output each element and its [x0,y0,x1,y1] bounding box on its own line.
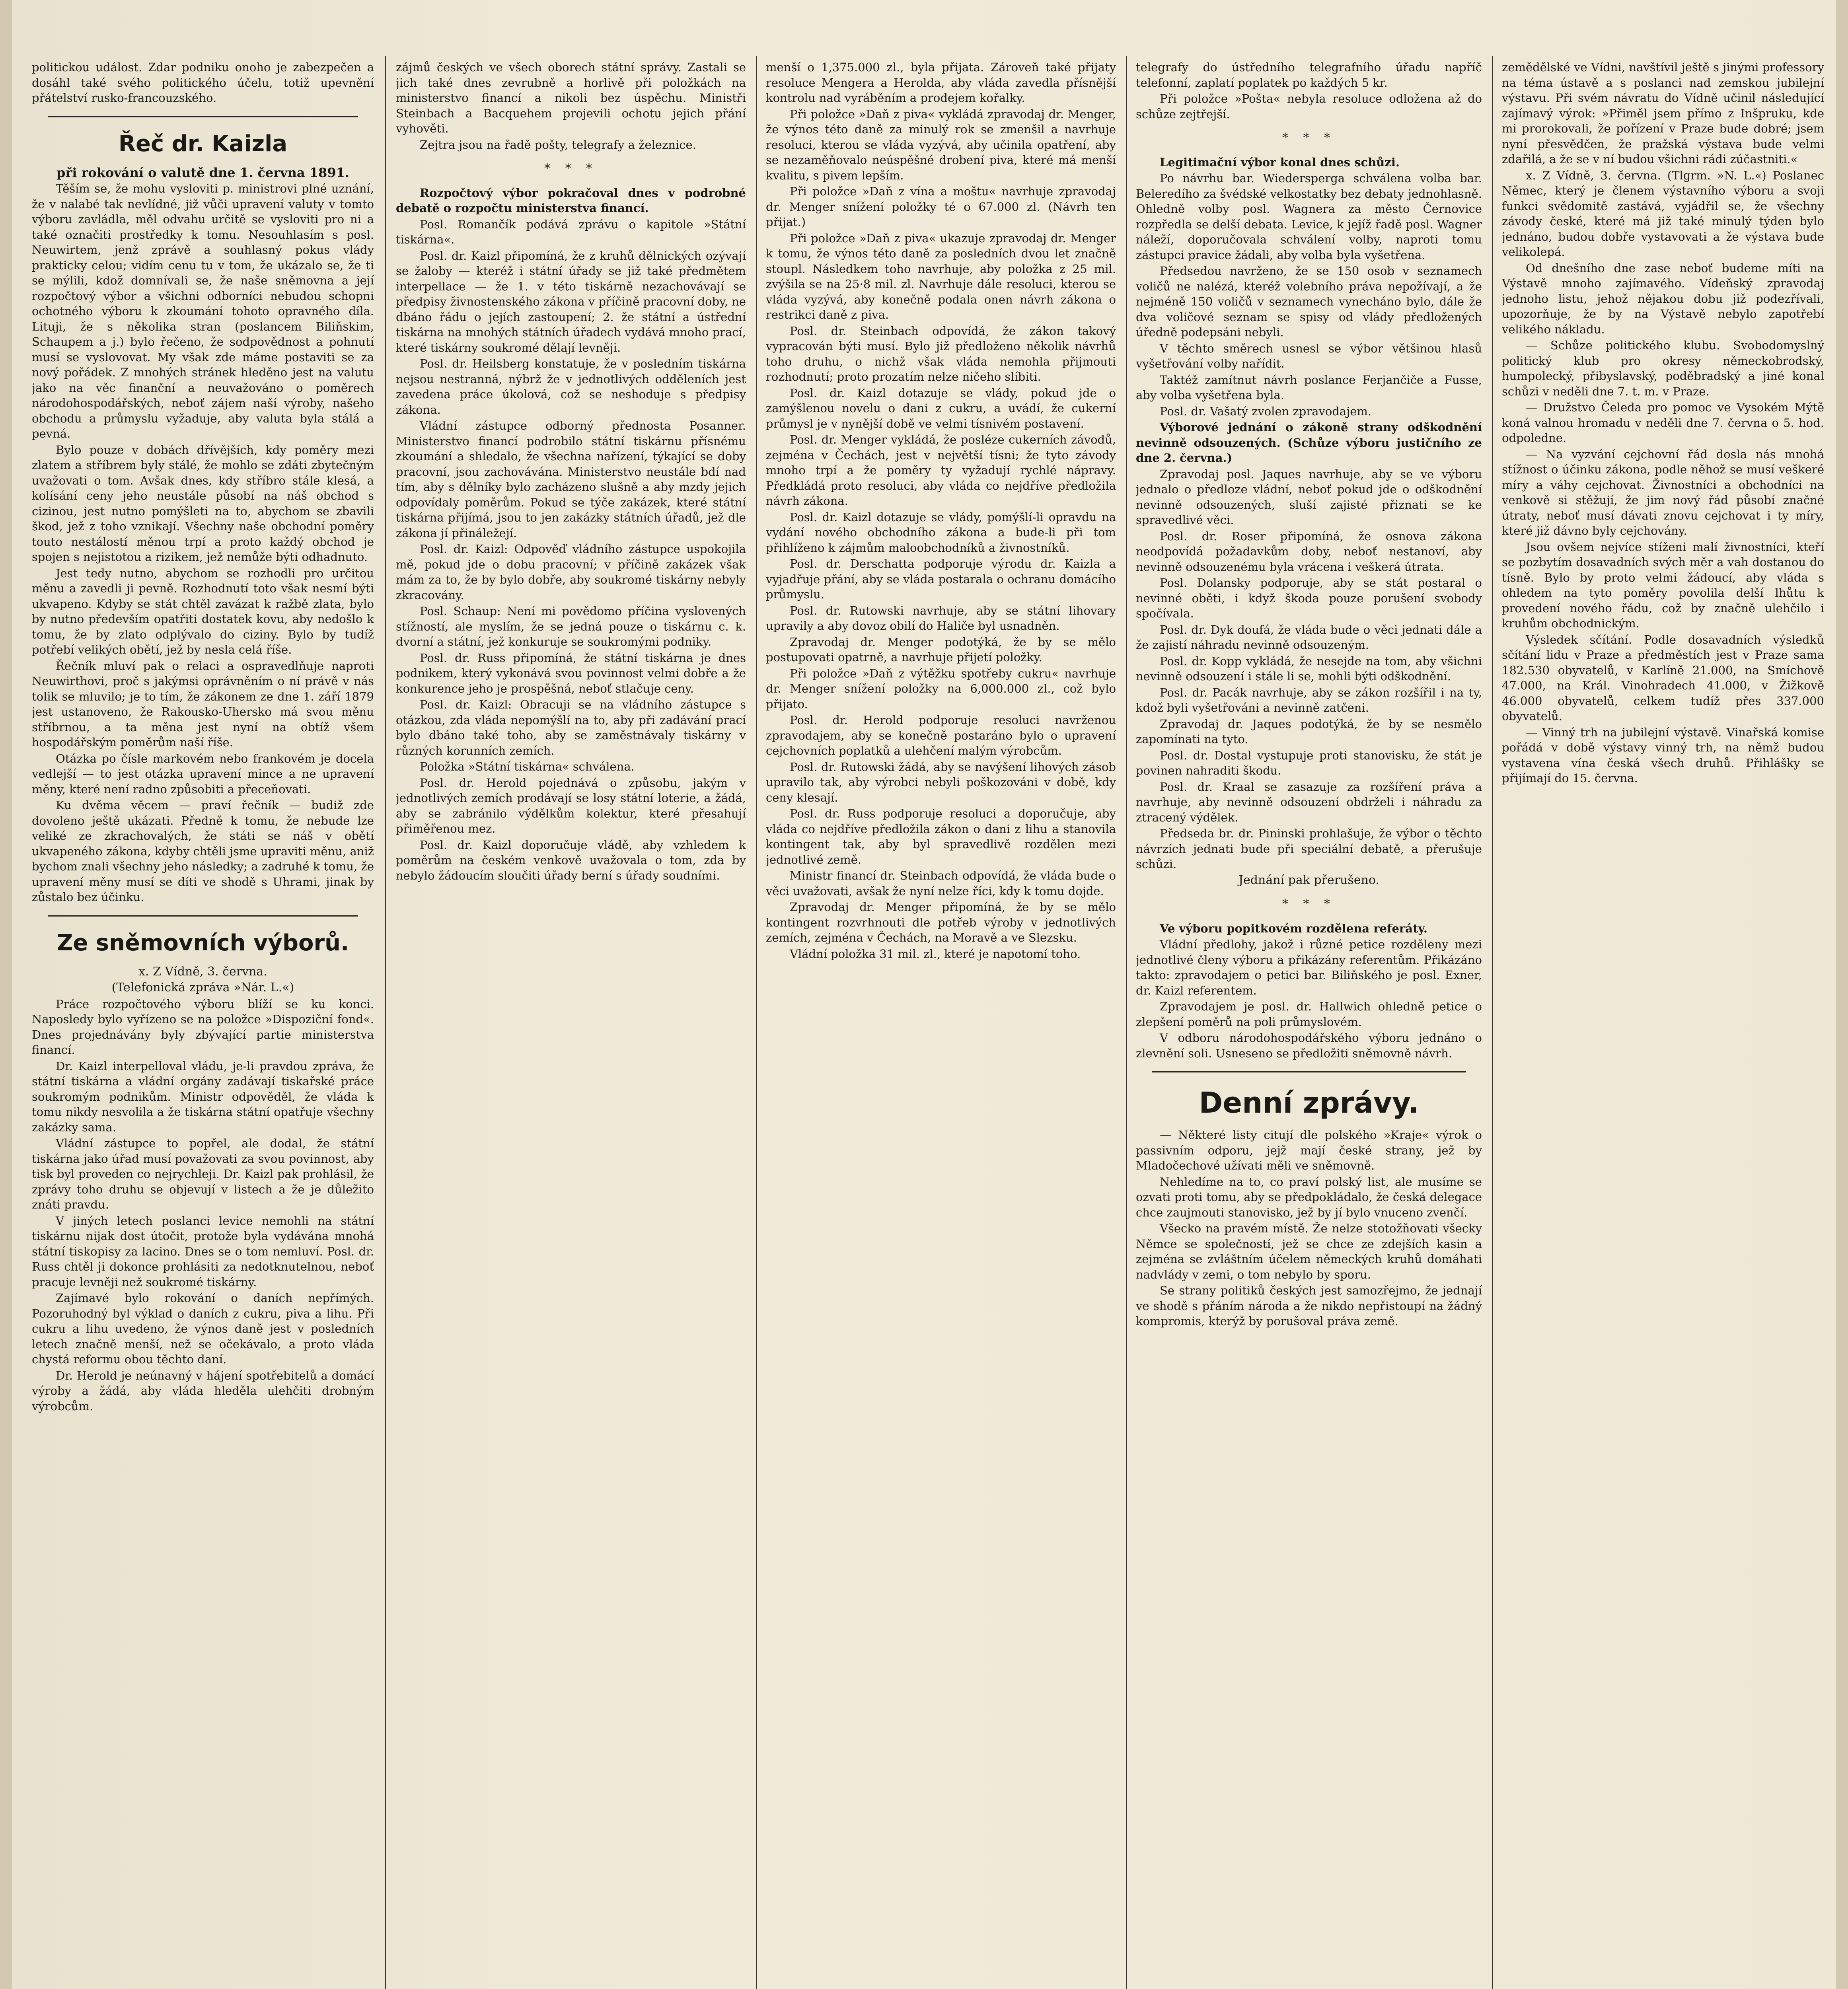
paragraph: Vládní zástupce odborný přednosta Posanner. Ministerstvo financí podrobilo státní tiskárnu přísnému zkoumání a shledalo, že všechna nařízení, týkající se doby pracovní, jsou zachovávána. Ministerstvo neustále bdí nad tím, aby s dělníky bylo zacházeno slušně a aby mzdy jejich odpovídaly poměrům. Pokud se týče zakázek, které státní tiskárna přijímá, jsou to jen zakázky státních úřadů, jež dle zákona jí přináležejí. [396,419,746,540]
paragraph: — Družstvo Čeleda pro pomoc ve Vysokém Mýtě koná valnou hromadu v neděli dne 7. června o 5. hod. odpoledne. [1502,401,1824,445]
paragraph: Posl. dr. Vašatý zvolen zpravodajem. [1160,404,1372,418]
paragraph: Zajímavé bylo rokování o daních nepřímých. Pozoruhodný byl výklad o daních z cukru, piva a lihu. Při cukru a lihu uvedeno, že výnos daně jest v posledních letech značně menší, než se očekávalo, a proto vláda chystá reformu obou těchto daní. [32,1291,374,1366]
paragraph: Posl. dr. Herold pojednává o způsobu, jakým v jednotlivých zemích prodávají se losy státní loterie, a žádá, aby se zabránilo výdělkům kolektur, které přesahují přiměřenou mez. [396,776,746,835]
paragraph: Se strany politiků českých jest samozřejmo, že jednají ve shodě s přáním národa a že nikdo nepřistoupí na žádný kompromis, kterýž by porušoval práva země. [1136,1284,1482,1328]
paragraph: Dr. Herold je neúnavný v hájení spotřebitelů a domácí výroby a žádá, aby vláda hleděla ulehčiti drobným výrobcům. [32,1368,374,1413]
paragraph: Při položce »Pošta« nebyla resoluce odložena až do schůze zejtřejší. [1136,92,1482,121]
paragraph: telegrafy do ústředního telegrafního úřadu napříč telefonní, zaplatí poplatek po každých 5 kr. [1136,60,1482,90]
paragraph: x. Z Vídně, 3. června. (Tlgrm. »N. L.«) Poslanec Němec, který je členem výstavního výboru a svoji funkci svědomitě zastává, vyjádřil se, že všechny závody české, které má již také minulý týden bylo jednáno, budou dobře vystavovati a že výstava bude velikolepá. [1502,168,1824,259]
paragraph: Otázka po čísle markovém nebo frankovém je docela vedlejší — to jest otázka upravení mince a ne upravení měny, které není radno způsobiti a přeceňovati. [32,751,374,796]
paragraph: — Schůze politického klubu. Svobodomyslný politický klub pro okresy německobrodský, humpolecký, přibyslavský, poděbradský a jiné konal schůzi v neděli dne 7. t. m. v Praze. [1502,339,1824,398]
paragraph: Práce rozpočtového výboru blíží se ku konci. Naposledy bylo vyřízeno se na položce »Dispoziční fond«. Dnes projednávány byly zbývající partie ministerstva financí. [32,997,374,1057]
paragraph: Zejtra jsou na řadě pošty, telegrafy a železnice. [420,138,696,152]
paragraph: Posl. dr. Derschatta podporuje výrodu dr. Kaizla a vyjadřuje přání, aby se vláda postarala o ochranu domácího průmyslu. [766,557,1116,601]
column-rule [756,56,757,1989]
column-rule [1126,56,1127,1989]
paragraph: Posl. dr. Roser připomíná, že osnova zákona neodpovídá požadavkům doby, neboť nestanoví, aby nevinně odsouzenému byla vrácena i veškerá útrata. [1136,529,1482,574]
column-1 [32,60,374,1989]
paragraph: Posl. dr. Kaizl doporučuje vládě, aby vzhledem k poměrům na českém venkově uvažovala o tom, zda by nebylo žádoucím sloučiti úřady berní s úřady soudními. [396,838,746,882]
paragraph: Posl. dr. Kaizl dotazuje se vlády, pomýšlí-li opravdu na vydání nového obchodního zákona a bude-li při tom přihlíženo k zájmům maloobchodníků a živnostníků. [766,510,1116,555]
column-3 [766,60,1116,1989]
paragraph: Jsou ovšem nejvíce stíženi malí živnostníci, kteří se pozbytím dosavadních svých měr a vah dostanou do tísně. Bylo by proto velmi žádoucí, aby vláda s ohledem na tyto poměry povolila delší lhůtu k provedení nového řádu, což by značně ulehčilo i kruhům obchodnickým. [1502,540,1824,630]
column-4 [1136,60,1482,1989]
paragraph: Posl. dr. Kraal se zasazuje za rozšíření práva a navrhuje, aby nevinně odsouzení obdrželi i náhradu za ztracený výdělek. [1136,780,1482,824]
paragraph: — Na vyzvání cejchovní řád dosla nás mnohá stížnost o účinku zákona, podle něhož se musí veškeré míry a váhy cejchovat. Živnostníci a obchodníci na venkově si stěžují, že jim nový řád působí značné útraty, neboť musí dávati znovu cejchovat i ty míry, které již dávno byly cejchovány. [1502,447,1824,537]
paragraph: Posl. Dolansky podporuje, aby se stát postaral o nevinné oběti, i když škoda pouze porušení svobody spočívala. [1136,576,1482,620]
paragraph: Po návrhu bar. Wiedersperga schválena volba bar. Beleredího za švédské velkostatky bez debaty jednohlasně. Ohledně volby posl. Wagnera za město Černovice rozpředla se delší debata. Levice, k jejíž řadě posl. Wagner náleží, doporučovala schválení volby, naproti tomu zástupci pravice žádali, aby volba byla vyšetřena. [1136,171,1482,262]
paragraph: Při položce »Daň z vína a moštu« navrhuje zpravodaj dr. Menger snížení položky té o 67.000 zl. (Návrh ten přijat.) [766,185,1116,229]
column-rule [385,56,386,1989]
paragraph: Posl. dr. Dostal vystupuje proti stanovisku, že stát je povinen nahraditi škodu. [1136,748,1482,777]
paragraph: Předseda br. dr. Pininski prohlašuje, že výbor o těchto návrzích jednati bude při speciální debatě, a přerušuje schůzi. [1136,827,1482,871]
section-divider [48,915,358,917]
section-lead: Legitimační výbor konal dnes schůzi. [1160,155,1400,169]
column-5 [1502,60,1824,1989]
section-lead: Výborové jednání o zákoně strany odškodnění nevinně odsouzených. (Schůze výboru justičního ze dne 2. června.) [1136,420,1482,465]
paragraph: Posl. dr. Russ podporuje resoluci a doporučuje, aby vláda co nejdříve předložila zákon o dani z lihu a stanovila kontingent tak, aby byl spravedlivě rozdělen mezi jednotlivé země. [766,807,1116,866]
paragraph: Těším se, že mohu vysloviti p. ministrovi plné uznání, že v nalabé tak nevlídné, již vůči upravení valuty v tomto výboru zavládla, měl odvahu určitě se vysloviti pro ni a také označiti prostředky k tomu. Nesouhlasím s posl. Neuwirtem, jenž zprávě a souhlasný pokus vlády prakticky celou; vidím cenu tu v tom, že ukázalo se, že ti se mýlili, kdož domnívali se, že naše sněmovna a její rozpočtový výbor a všichni odborníci nebudou schopni ochotného výboru k zkoumání tohoto opravného díla. Lituji, že s několika stran (poslancem Biliňskim, Schaupem a j.) bylo řečeno, že sodpovědnost a pohnutí musí se vyslovovat. My však zde máme postaviti se za nový pořádek. Z mnohých stránek hleděno jest na valutu jako na věc finanční a neuvažováno o poměrech národohospodářských, neboť zájem naší výroby, našeho obchodu a průmyslu vyžaduje, aby valuta byla stálá a pevná. [32,182,374,440]
column-rule [1492,56,1493,1989]
paragraph: Výsledek sčítání. Podle dosavadních výsledků sčítání lidu v Praze a předměstích jest v Praze sama 182.530 obyvatelů, v Karlíně 21.000, na Smíchově 47.000, na Král. Vinohradech 41.000, v Žižkově 46.000 obyvatelů, celkem tudíž přes 337.000 obyvatelů. [1502,633,1824,723]
paragraph: Jednání pak přerušeno. [1238,873,1379,887]
paragraph: Posl. Schaup: Není mi povědomo příčina vyslovených stížností, ale myslím, že se jedná pouze o tiskárnu c. k. dvorní a státní, jež konkuruje se soukromými podniky. [396,604,746,648]
paragraph: Posl. dr. Dyk doufá, že vláda bude o věci jednati dále a že zajistí náhradu nevinně odsouzeným. [1136,623,1482,652]
paragraph: Jest tedy nutno, abychom se rozhodli pro určitou měnu a zavedli ji pevně. Rozhodnutí toto však nesmí býti ukvapeno. Kdyby se stát chtěl zavázat k ražbě zlata, bylo by nutno především opatřiti dostatek kovu, aby nedošlo k tomu, že by zlato odplývalo do ciziny. Bylo by tudíž potřebí velikých obětí, jež by nesla celá říše. [32,566,374,656]
intro-paragraph: politickou událost. Zdar podniku onoho je zabezpečen a dosáhl také svého politického účelu, totiž upevnění přátelství rusko-francouzského. [32,60,374,105]
telegraph-note: (Telefonická zpráva »Nár. L.«) [111,981,294,994]
paragraph: Zpravodaj dr. Jaques podotýká, že by se nesmělo zapomínati na tyto. [1136,717,1482,746]
section-stars: * * * [544,162,598,175]
paragraph: Nehledíme na to, co praví polský list, ale musíme se ozvati proti tomu, aby se předpokládalo, že česká delegace chce zaujmouti stanovisko, jež by jí bylo vnuceno zvenčí. [1136,1175,1482,1219]
paragraph: — Vinný trh na jubilejní výstavě. Vinařská komise pořádá v době výstavy vinný trh, na němž budou vystavena vína česká všech druhů. Přihlášky se přijímají do 15. června. [1502,725,1824,785]
paragraph: V těchto směrech usnesl se výbor většinou hlasů vyšetřování volby nařídit. [1136,341,1482,370]
paragraph: menší o 1,375.000 zl., byla přijata. Zároveň také přijaty resoluce Mengera a Herolda, aby vláda zavedla přísnější kontrolu nad vyráběním a prodejem kořalky. [766,60,1116,105]
paragraph: Všecko na pravém místě. Že nelze stotožňovati všecky Němce se společností, jež se chce ze zdejších kasin a zejména se zvláštním účelem německých kruhů domáhati nadvlády v zemi, o tom nebylo by sporu. [1136,1222,1482,1281]
paragraph: Taktéž zamítnut návrh poslance Ferjančiče a Fusse, aby volba vyšetřena byla. [1136,373,1482,402]
paragraph: Dr. Kaizl interpelloval vládu, je-li pravdou zpráva, že státní tiskárna a vládní orgány zadávají tiskařské práce soukromým podnikům. Ministr odpověděl, že vláda k tomu nikdy nesvolila a že tiskárna státní opatřuje všechny zakázky sama. [32,1059,374,1134]
article-heading-kaizl: Řeč dr. Kaizla [118,130,288,157]
paragraph: Ministr financí dr. Steinbach odpovídá, že vláda bude o věci uvažovati, avšak že nyní nelze říci, kdy k tomu dojde. [766,869,1116,898]
paragraph: zájmů českých ve všech oborech státní správy. Zastali se jich také dnes zevrubně a horlivě při položkách na ministerstvo financí a nikoli bez úspěchu. Ministři Steinbach a Bacquehem projevili ochotu jejich přání vyhověti. [396,60,746,135]
paragraph: Posl. dr. Russ připomíná, že státní tiskárna je dnes podnikem, který vykonává svou povinnost velmi dobře a že konkurence jeho je prospěšná, neboť stlačuje ceny. [396,651,746,695]
paragraph: Vládní zástupce to popřel, ale dodal, že státní tiskárna jako úřad musí považovati za svou povinnost, aby tisk byl proveden co nejrychleji. Dr. Kaizl pak prohlásil, že zprávy toho druhu se objevují v listech a že je důležito znáti pravdu. [32,1137,374,1211]
section-divider [48,116,358,117]
section-lead: Rozpočtový výbor pokračoval dnes v podrobné debatě o rozpočtu ministerstva financí. [396,186,746,215]
paragraph: V odboru národohospodářského výboru jednáno o zlevnění soli. Usneseno se předložiti sněmovně návrh. [1136,1031,1482,1060]
paragraph: Posl. dr. Rutowski žádá, aby se navýšení lihových zásob upravilo tak, aby výrobci nebyli poškozováni v době, kdy ceny klesají. [766,760,1116,804]
paragraph: Zpravodajem je posl. dr. Hallwich ohledně petice o zlepšení poměrů na poli průmyslovém. [1136,1000,1482,1029]
paragraph: Řečník mluví pak o relaci a ospravedlňuje naproti Neuwirthovi, proč s jakýmsi oprávněním o ní právě v nás tolik se mluvilo; je to tím, že zákonem ze dne 1. září 1879 jest ustanoveno, že Rakousko-Uhersko má svou měnu stříbrnou, a ta měna jest nyní na obtíž všem hospodářským poměrům naší říše. [32,659,374,749]
paragraph: Vládní předlohy, jakož i různé petice rozděleny mezi jednotlivé členy výboru a přikázány referentům. Přikázáno takto: zpravodajem o petici bar. Biliňského je posl. Exner, dr. Kaizl referentem. [1136,938,1482,997]
paragraph: zemědělské ve Vídni, navštívil ještě s jinými professory na téma ústavě a s poslanci nad zemskou jubilejní výstavu. Při svém návratu do Vídně učinil následující zajímavý výrok: »Přiměl jsem přímo z Inšpruku, kde mi prorokovali, že pořízení v Praze bude dobré; jsem nyní přesvědčen, že pražská výstava bude velmi zdařilá, a že se v ní budou všichni rádi zúčastniti.« [1502,60,1824,166]
paragraph: Posl. dr. Kaizl připomíná, že z kruhů dělnických ozývají se žaloby — kteréž i státní úřady se již také předmětem interpellace — že 1. v této tiskárně nezachovávají se předpisy živnostenského zákona v příčině pracovní doby, ne dbáno řádu o jejích zastoupení; 2. že státní a ústřední tiskárna na mnohých státních úřadech vydává mnoho prací, které tiskárny soukromé dělají levněji. [396,249,746,354]
paragraph: Zpravodaj posl. Jaques navrhuje, aby se ve výboru jednalo o předloze vládní, neboť pokud jde o odškodnění nevinně odsouzených, sluší zajisté přiznati se ke spravedlivé věci. [1136,467,1482,527]
article-heading-vybory: Ze sněmovních výborů. [56,930,349,956]
right-page-edge [1836,0,1848,1989]
paragraph: Posl. dr. Steinbach odpovídá, že zákon takový vypracován býti musí. Bylo již předloženo několik návrhů toho druhu, o nichž však vláda nemohla přijmouti rozhodnutí; proto prozatím nelze ničeho slíbiti. [766,324,1116,383]
paragraph: Při položce »Daň z výtěžku spotřeby cukru« navrhuje dr. Menger snížení položky na 6,000.000 zl., což bylo přijato. [766,666,1116,711]
paragraph: Při položce »Daň z piva« ukazuje zpravodaj dr. Menger k tomu, že výnos této daně za posledních dvou let značně stoupl. Následkem toho navrhuje, aby položka z 25 mil. zvýšila se na 25·8 mil. zl. Navrhuje dále resoluci, kterou se vláda vyzývá, aby konečně podala onen návrh zákona o restrikci daně z piva. [766,231,1116,321]
paragraph: Zpravodaj dr. Menger podotýká, že by se mělo postupovati opatrně, a navrhuje přijetí položky. [766,635,1116,664]
paragraph: Ku dvěma věcem — praví řečník — budiž zde dovoleno ještě ukázati. Předně k tomu, že nebude lze veliké ze zkrachovalých, že státi se náš v obětí ukvapeného zákona, kdyby chtěli jsme upraviti měnu, aniž bychom znali všechny jeho následky; a zadruhé k tomu, že upravení měny musí se díti ve shodě s Uhrami, jinak by zůstalo bez účinku. [32,798,374,904]
paragraph: — Některé listy citují dle polského »Kraje« výrok o passivním odporu, jejž mají české strany, jež by Mladočechové užívati měli ve sněmovně. [1136,1128,1482,1172]
paragraph: Posl. dr. Heilsberg konstatuje, že v posledním tiskárna nejsou nestranná, nýbrž že v jednotlivých odděleních jest zavedena práce úkolová, což se neshoduje s předpisy zákona. [396,357,746,416]
section-stars: * * * [1282,131,1336,145]
paragraph: Posl. dr. Pacák navrhuje, aby se zákon rozšířil i na ty, kdož byli vyšetřováni a nevinně zatčeni. [1136,685,1482,714]
left-page-edge [0,0,12,1989]
section-lead: Ve výboru popitkovém rozdělena referáty. [1160,921,1427,935]
paragraph: Položka »Státní tiskárna« schválena. [420,760,635,773]
paragraph: Posl. dr. Herold podporuje resoluci navrženou zpravodajem, aby se konečně postaráno bylo o upravení cejchovních poplatků a ulehčení malým výrobcům. [766,713,1116,757]
section-stars: * * * [1282,897,1336,911]
paragraph: Posl. dr. Rutowski navrhuje, aby se státní lihovary upravily a aby dovoz obilí do Haliče byl usnadněn. [766,603,1116,633]
paragraph: Posl. dr. Kaizl dotazuje se vlády, pokud jde o zamýšlenou novelu o dani z cukru, a uvádí, že cukerní průmysl je v nynější době ve velmi tísnivém postavení. [766,386,1116,430]
paragraph: V jiných letech poslanci levice nemohli na státní tiskárnu nijak dost útočit, protože byla vydávána mnohá státní tiskopisy za lacino. Dnes se o tom nemluví. Posl. dr. Russ chtěl ji dokonce prohlásiti za nedotknutelnou, neboť pracuje levněji než soukromé tiskárny. [32,1214,374,1289]
article-subheading: při rokování o valutě dne 1. června 1891. [56,165,349,180]
paragraph: Posl. dr. Kaizl: Odpověď vládního zástupce uspokojila mě, pokud jde o dobu pracovní; v příčině zakázek však mám za to, že by bylo dobře, aby soukromé tiskárny nebyly zkracovány. [396,542,746,602]
section-divider [1152,1071,1466,1072]
paragraph: Posl. Romančík podává zprávu o kapitole »Státní tiskárna«. [396,217,746,246]
paragraph: Vládní položka 31 mil. zl., které je napotomí toho. [790,947,1081,961]
dateline: x. Z Vídně, 3. června. [138,964,267,979]
column-2 [396,60,746,1989]
paragraph: Posl. dr. Menger vykládá, že posléze cukerních závodů, zejména v Čechách, jest v největší tísni; že tyto závody mnoho trpí a že poměry ty vyžadují rychlé nápravy. Předkládá proto resoluci, aby vláda co nejdříve předložila návrh zákona. [766,433,1116,508]
paragraph: Zpravodaj dr. Menger připomíná, že by se mělo kontingent rozvrhnouti dle potřeb výroby v jednotlivých zemích, zejména v Čechách, na Moravě a ve Slezsku. [766,900,1116,944]
paragraph: Posl. dr. Kopp vykládá, že nesejde na tom, aby všichni nevinně odsouzení i stále li se, mohli býti odškodnění. [1136,654,1482,683]
paragraph: Bylo pouze v dobách dřívějších, kdy poměry mezi zlatem a stříbrem byly stálé, že mohlo se zdáti zbytečným uvažovati o tom. Avšak dnes, kdy stříbro stále klesá, a kolísání ceny jeho neustále působí na náš obchod s cizinou, jest nutno pomýšleti na to, abychom se zbavili škod, jež z toho vznikají. Všechny naše obchodní poměry touto nestálostí měnou trpí a proto každý obchod je spojen s nejistotou a rizikem, jež nemůže býti odhadnuto. [32,443,374,564]
article-heading-denni-zpravy: Denní zprávy. [1199,1086,1419,1119]
paragraph: Od dnešního dne zase neboť budeme míti na Výstavě mnoho zajímavého. Vídeňský zpravodaj jednoho listu, jehož nějakou dobu již podezřívali, upozorňuje, že by na Výstavě nebylo zapotřebí velikého nákladu. [1502,261,1824,336]
paragraph: Předsedou navrženo, že se 150 osob v seznamech voličů ne nalézá, kteréž volebního práva nepožívají, a že nejméně 150 voličů v seznamech vynecháno bylo, dále že dva voličové seznam se spisy od vlády předložených úředně podepsáni nebyli. [1136,264,1482,339]
paragraph: Při položce »Daň z piva« vykládá zpravodaj dr. Menger, že výnos této daně za minulý rok se zmenšil a navrhuje resoluci, kterou se vláda vyzývá, aby učinila opatření, aby se nezaměňovalo neúspěšné drobení piva, které má menší kvalitu, s pivem lepším. [766,107,1116,182]
paragraph: Posl. dr. Kaizl: Obracuji se na vládního zástupce s otázkou, zda vláda nepomýšlí na to, aby při zadávání prací bylo dbáno také toho, aby se zaměstnávaly tiskárny v různých korunních zemích. [396,698,746,757]
